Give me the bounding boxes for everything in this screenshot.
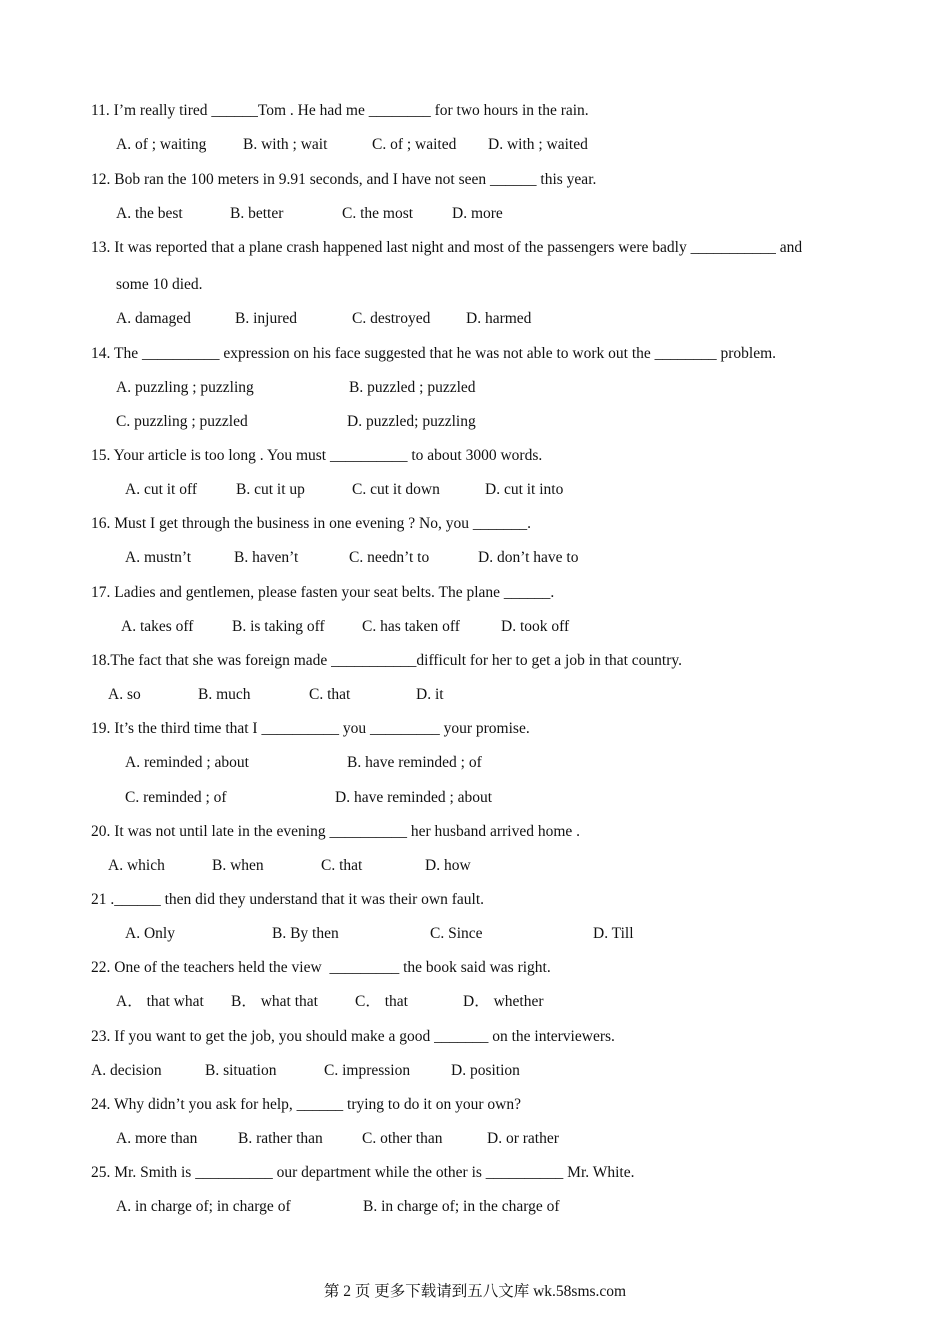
question-20-stem: 20. It was not until late in the evening __________ her husband arrived home . [91, 823, 581, 840]
question-19-stem: 19. It’s the third time that I __________ you _________ your promise. [91, 720, 530, 737]
question-17-stem: 17. Ladies and gentlemen, please fasten your seat belts. The plane ______. [91, 584, 555, 601]
question-17-option-a: A. takes off [121, 618, 194, 635]
question-13-option-a: A. damaged [116, 310, 191, 327]
question-13-stem-cont: some 10 died. [116, 276, 203, 293]
question-20-option-b: B. when [212, 857, 264, 874]
question-24-option-a: A. more than [116, 1130, 198, 1147]
question-18-option-b: B. much [198, 686, 251, 703]
question-15-option-a: A. cut it off [125, 481, 198, 498]
question-11-option-c: C. of ; waited [372, 136, 457, 153]
question-11-option-b: B. with ; wait [243, 136, 328, 153]
question-12-stem: 12. Bob ran the 100 meters in 9.91 seconds, and I have not seen ______ this year. [91, 171, 597, 188]
question-23-stem: 23. If you want to get the job, you should make a good _______ on the interviewers. [91, 1028, 615, 1045]
question-24-stem: 24. Why didn’t you ask for help, ______ trying to do it on your own? [91, 1096, 521, 1113]
question-22-option-c: C． that [355, 993, 408, 1010]
question-18-stem: 18.The fact that she was foreign made ___________difficult for her to get a job in that country. [91, 652, 682, 669]
question-12-option-b: B. better [230, 205, 284, 222]
question-13-option-b: B. injured [235, 310, 297, 327]
question-14-option-c: C. puzzling ; puzzled [116, 413, 248, 430]
question-20-option-d: D. how [425, 857, 471, 874]
question-11-option-d: D. with ; waited [488, 136, 588, 153]
question-13-stem: 13. It was reported that a plane crash happened last night and most of the passengers were badly ___________ and [91, 239, 803, 256]
question-14-option-a: A. puzzling ; puzzling [116, 379, 254, 396]
question-12-option-c: C. the most [342, 205, 414, 222]
question-13-option-c: C. destroyed [352, 310, 431, 327]
question-18-option-d: D. it [416, 686, 444, 703]
question-22-option-d: D． whether [463, 993, 544, 1010]
question-21-option-a: A. Only [125, 925, 175, 942]
question-24-option-b: B. rather than [238, 1130, 323, 1147]
question-11-option-a: A. of ; waiting [116, 136, 207, 153]
question-18-option-c: C. that [309, 686, 351, 703]
question-22-option-b: B． what that [231, 993, 318, 1010]
question-11-stem: 11. I’m really tired ______Tom . He had me ________ for two hours in the rain. [91, 102, 589, 119]
question-23-option-a: A. decision [91, 1062, 162, 1079]
question-18-option-a: A. so [108, 686, 141, 703]
question-22-option-a: A． that what [116, 993, 204, 1010]
question-12-option-d: D. more [452, 205, 503, 222]
question-16-option-c: C. needn’t to [349, 549, 430, 566]
question-15-option-b: B. cut it up [236, 481, 305, 498]
question-14-stem: 14. The __________ expression on his face suggested that he was not able to work out the ________ problem. [91, 345, 777, 362]
question-21-option-c: C. Since [430, 925, 483, 942]
question-19-option-a: A. reminded ; about [125, 754, 249, 771]
question-23-option-d: D. position [451, 1062, 520, 1079]
question-19-option-b: B. have reminded ; of [347, 754, 482, 771]
question-17-option-c: C. has taken off [362, 618, 460, 635]
question-22-stem: 22. One of the teachers held the view _________ the book said was right. [91, 959, 551, 976]
question-21-stem: 21 .______ then did they understand that it was their own fault. [91, 891, 485, 908]
question-25-stem: 25. Mr. Smith is __________ our department while the other is __________ Mr. White. [91, 1164, 635, 1181]
question-14-option-b: B. puzzled ; puzzled [349, 379, 476, 396]
question-20-option-a: A. which [108, 857, 165, 874]
question-21-option-d: D. Till [593, 925, 634, 942]
question-23-option-b: B. situation [205, 1062, 277, 1079]
question-19-option-c: C. reminded ; of [125, 789, 227, 806]
question-13-option-d: D. harmed [466, 310, 532, 327]
question-19-option-d: D. have reminded ; about [335, 789, 493, 806]
question-16-option-b: B. haven’t [234, 549, 299, 566]
question-25-option-a: A. in charge of; in charge of [116, 1198, 291, 1215]
question-16-option-a: A. mustn’t [125, 549, 192, 566]
question-16-option-d: D. don’t have to [478, 549, 579, 566]
question-17-option-d: D. took off [501, 618, 570, 635]
page-footer: 第 2 页 更多下载请到五八文库 wk.58sms.com [323, 1283, 627, 1300]
question-25-option-b: B. in charge of; in the charge of [363, 1198, 560, 1215]
question-23-option-c: C. impression [324, 1062, 411, 1079]
question-15-stem: 15. Your article is too long . You must __________ to about 3000 words. [91, 447, 543, 464]
question-12-option-a: A. the best [116, 205, 183, 222]
question-15-option-c: C. cut it down [352, 481, 440, 498]
question-14-option-d: D. puzzled; puzzling [347, 413, 476, 430]
question-24-option-c: C. other than [362, 1130, 443, 1147]
question-15-option-d: D. cut it into [485, 481, 564, 498]
question-20-option-c: C. that [321, 857, 363, 874]
question-16-stem: 16. Must I get through the business in one evening ? No, you _______. [91, 515, 531, 532]
question-24-option-d: D. or rather [487, 1130, 559, 1147]
question-21-option-b: B. By then [272, 925, 339, 942]
question-17-option-b: B. is taking off [232, 618, 325, 635]
